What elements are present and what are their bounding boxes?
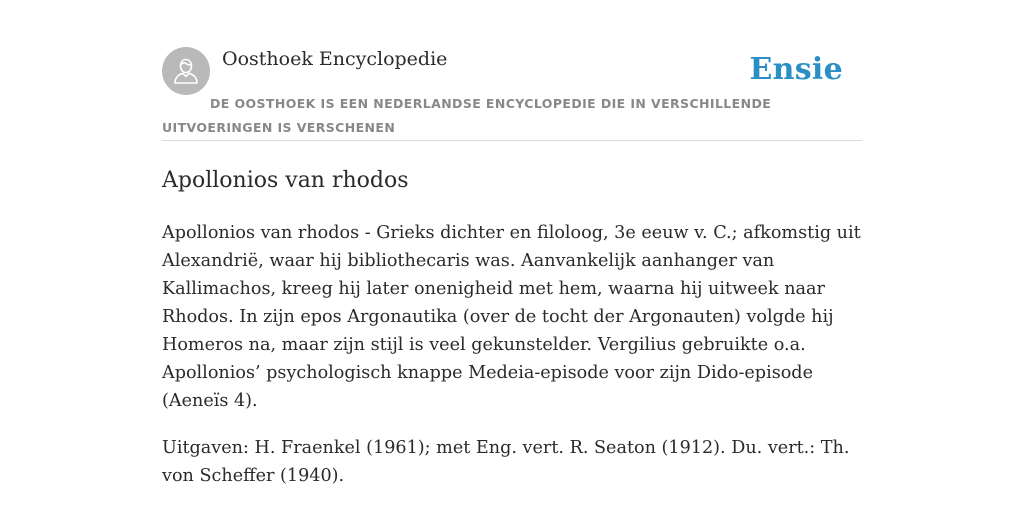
- article-card: [162, 46, 862, 490]
- user-icon[interactable]: [162, 47, 210, 95]
- user-icon-graphic: [162, 47, 210, 95]
- source-tagline: DE OOSTHOEK IS EEN NEDERLANDSE ENCYCLOPEDIE DIE IN VERSCHILLENDE UITVOERINGEN IS VERSCHENEN: [162, 96, 772, 135]
- source-name-link[interactable]: Oosthoek Encyclopedie: [222, 48, 448, 70]
- article-title: Apollonios van rhodos: [162, 168, 409, 193]
- article-paragraph: Uitgaven: H. Fraenkel (1961); met Eng. vert. R. Seaton (1912). Du. vert.: Th. von Scheffer (1940).: [162, 438, 850, 486]
- article-paragraph: Apollonios van rhodos - Grieks dichter en filoloog, 3e eeuw v. C.; afkomstig uit Alexandrië, waar hij bibliothecaris was. Aanvankelijk aanhanger van Kallimachos, kreeg hij later onenigheid met hem, waarna hij uitweek naar Rhodos. In zijn epos Argonautika (over de tocht der Argonauten) volgde hij Homeros na, maar zijn stijl is veel gekunstelder. Vergilius gebruikte o.a. Apollonios’ psychologisch knappe Medeia-episode voor zijn Dido-episode (Aeneïs 4).: [162, 223, 861, 411]
- brand-logo[interactable]: Ensie: [749, 52, 843, 87]
- source-header: [162, 46, 862, 141]
